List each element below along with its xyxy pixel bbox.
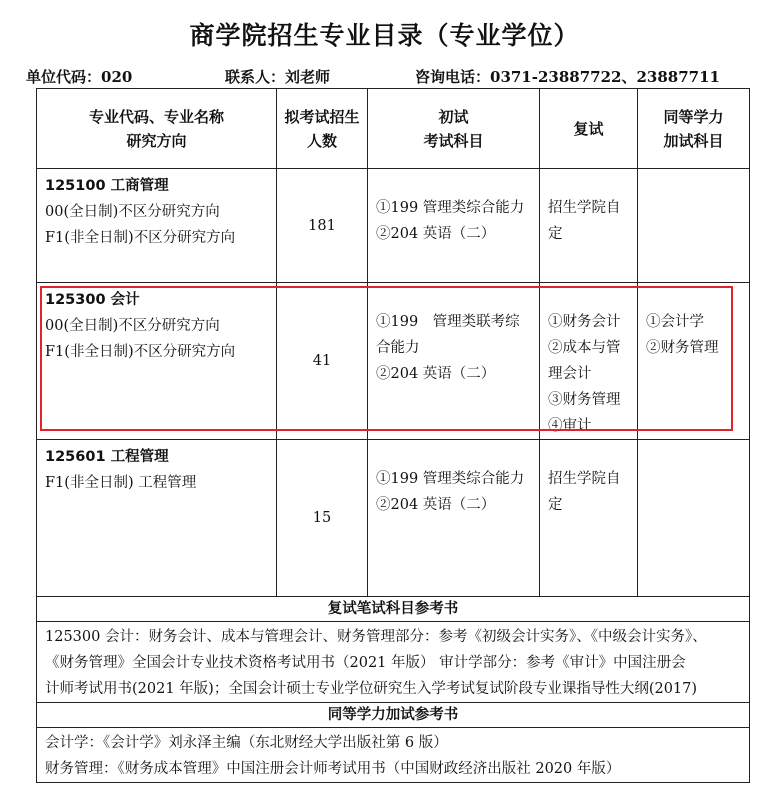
quota-cell: 41 — [277, 283, 368, 440]
prelim-cell: ①199 管理类综合能力 ②204 英语（二） — [368, 440, 540, 597]
retest-cell: 招生学院自 定 — [540, 440, 638, 597]
contact-phone: 咨询电话：0371-23887722、23887711 — [415, 68, 720, 86]
header-quota: 拟考试招生 人数 — [277, 89, 368, 169]
equiv-ref-title-row — [37, 703, 750, 728]
equiv-ref-body-row — [37, 728, 750, 783]
header-major: 专业代码、专业名称 研究方向 — [37, 89, 277, 169]
equiv-cell: ①会计学 ②财务管理 — [638, 283, 750, 440]
header-equiv: 同等学力 加试科目 — [638, 89, 750, 169]
equiv-ref-body: 会计学：《会计学》刘永泽主编（东北财经大学出版社第 6 版） 财务管理：《财务成本管理》中国注册会计师考试用书（中国财政经济出版社 2020 年版） — [37, 728, 750, 783]
catalog-table — [36, 88, 750, 783]
table-header-row — [37, 89, 750, 169]
table-row — [37, 440, 750, 597]
page-title: 商学院招生专业目录（专业学位） — [189, 21, 580, 50]
prelim-cell: ①199 管理类联考综 合能力 ②204 英语（二） — [368, 283, 540, 440]
major-cell: 125300 会计 00(全日制)不区分研究方向 F1(非全日制)不区分研究方向 — [37, 283, 277, 440]
retest-ref-title: 复试笔试科目参考书 — [37, 597, 750, 622]
retest-ref-body: 125300 会计：财务会计、成本与管理会计、财务管理部分：参考《初级会计实务》、《中级会计实务》、 《财务管理》全国会计专业技术资格考试用书（2021 年版） 审计学部分：参考《审计》中国注册会 计师考试用书(2021 年版)；全国会计硕士专业学位研究生入学考试复试阶段专业课指导性大纲(2017) — [37, 622, 750, 703]
retest-ref-title-row — [37, 597, 750, 622]
retest-cell: ①财务会计 ②成本与管 理会计 ③财务管理 ④审计 — [540, 283, 638, 440]
retest-ref-body-row — [37, 622, 750, 703]
equiv-ref-title: 同等学力加试参考书 — [37, 703, 750, 728]
quota-cell: 181 — [277, 169, 368, 283]
quota-cell: 15 — [277, 440, 368, 597]
unit-code: 单位代码：020 — [26, 68, 133, 86]
table-row — [37, 169, 750, 283]
major-cell: 125100 工商管理 00(全日制)不区分研究方向 F1(非全日制)不区分研究方向 — [37, 169, 277, 283]
equiv-cell — [638, 440, 750, 597]
header-retest: 复试 — [540, 89, 638, 169]
retest-cell: 招生学院自 定 — [540, 169, 638, 283]
contact-person: 联系人：刘老师 — [225, 68, 331, 86]
header-prelim: 初试 考试科目 — [368, 89, 540, 169]
table-row — [37, 283, 750, 440]
equiv-cell — [638, 169, 750, 283]
major-cell: 125601 工程管理 F1(非全日制) 工程管理 — [37, 440, 277, 597]
prelim-cell: ①199 管理类综合能力 ②204 英语（二） — [368, 169, 540, 283]
